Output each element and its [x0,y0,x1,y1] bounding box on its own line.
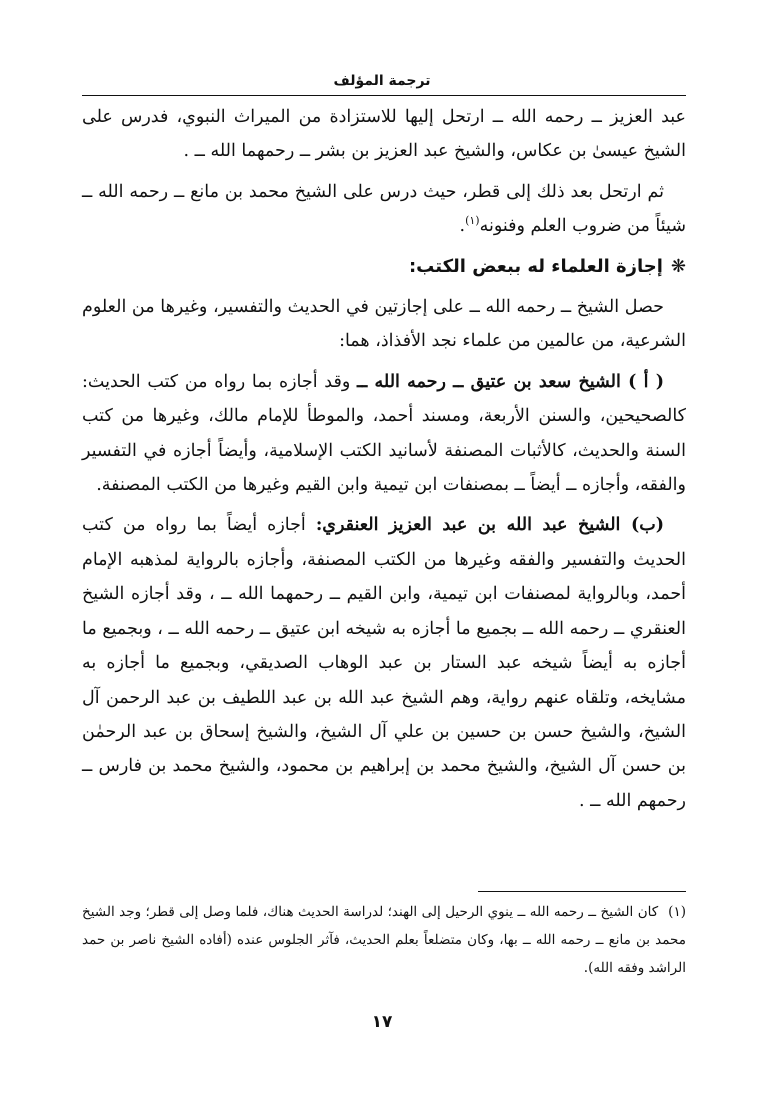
paragraph-ijazat-intro: حصل الشيخ ــ رحمه الله ــ على إجازتين في الحديث والتفسير، وغيرها من العلوم الشرعية، من عالمين من علماء نجد الأفذاذ، هما: [82,297,686,352]
footnote-marker: (١) [668,904,686,920]
paragraph-ibn-atiq [82,365,686,503]
paragraph-qatar [82,175,686,244]
footnote [82,898,686,982]
section-heading-text: إجازة العلماء له ببعض الكتب: [408,255,663,277]
asterism-icon: ❋ [670,255,686,277]
paragraph-ibn-atiq-text: وقد أجازه بما رواه من كتب الحديث: كالصحيحين، والسنن الأربعة، ومسند أحمد، والموطأ للإمام مالك، وغيرها من كتب السنة والحديث، كالأثبات المصنفة لأسانيد الكتب الإسلامية، وأيضاً أجازه في التفسير والفقه، وأجازه ــ أيضاً ــ بمصنفات ابن تيمية وابن القيم وغيرها من الكتب المصنفة. [82,371,686,496]
paragraph-ibn-atiq-lead: ( أ ) الشيخ سعد بن عتيق ــ رحمه الله ــ [357,371,664,392]
page-number: ١٧ [371,1012,393,1032]
paragraph-anqari-text: أجازه أيضاً بما رواه من كتب الحديث والتفسير والفقه وغيرها من الكتب المصنفة، وأجازه بالرواية لمذهبه الإمام أحمد، وبالرواية لمصنفات ابن تيمية، وابن القيم ــ رحمهما الله ــ ، وقد أجازه الشيخ العنقري ــ رحمه الله ــ بجميع ما أجازه به شيخه ابن عتيق ــ رحمه الله ــ ، وبجميع ما أجازه به أيضاً شيخه عبد الستار بن عبد الوهاب الصديقي، وبجميع ما أجازه به مشايخه، وتلقاه عنهم رواية، وهم الشيخ عبد الله بن عبد اللطيف بن عبد الرحمن آل الشيخ، والشيخ حسن بن حسين بن علي آل الشيخ، والشيخ إسحاق بن عبد الرحمٰن بن حسن آل الشيخ، والشيخ محمد بن إبراهيم بن محمود، والشيخ محمد بن فارس ــ رحمهم الله ــ . [82,515,686,811]
main-text [82,100,686,824]
paragraph-continuation: عبد العزيز ــ رحمه الله ــ ارتحل إليها للاستزادة من الميراث النبوي، فدرس على الشيخ عيسىٰ بن عكاس، والشيخ عبد العزيز بن بشر ــ رحمهما الله ــ . [82,107,686,162]
footnote-reference: (١) [465,214,480,228]
footnote-rule [478,891,686,892]
running-header-title: ترجمة المؤلف [333,73,431,89]
header-rule [82,95,686,96]
paragraph-anqari-lead: (ب) الشيخ عبد الله بن عبد العزيز العنقري: [315,515,664,536]
paragraph-anqari [82,508,686,818]
section-heading [82,250,686,284]
footnote-text: كان الشيخ ــ رحمه الله ــ ينوي الرحيل إلى الهند؛ لدراسة الحديث هناك، فلما وصل إلى قطر؛ وجد الشيخ محمد بن مانع ــ رحمه الله ــ بها، وكان متضلعاً بعلم الحديث، فآثر الجلوس عنده (أفاده الشيخ ناصر بن حمد الراشد وفقه الله). [82,904,686,976]
paragraph-qatar-end: . [459,216,466,237]
paragraph-qatar-text: ثم ارتحل بعد ذلك إلى قطر، حيث درس على الشيخ محمد بن مانع ــ رحمه الله ــ شيئاً من ضروب العلم وفنونه [82,181,686,237]
